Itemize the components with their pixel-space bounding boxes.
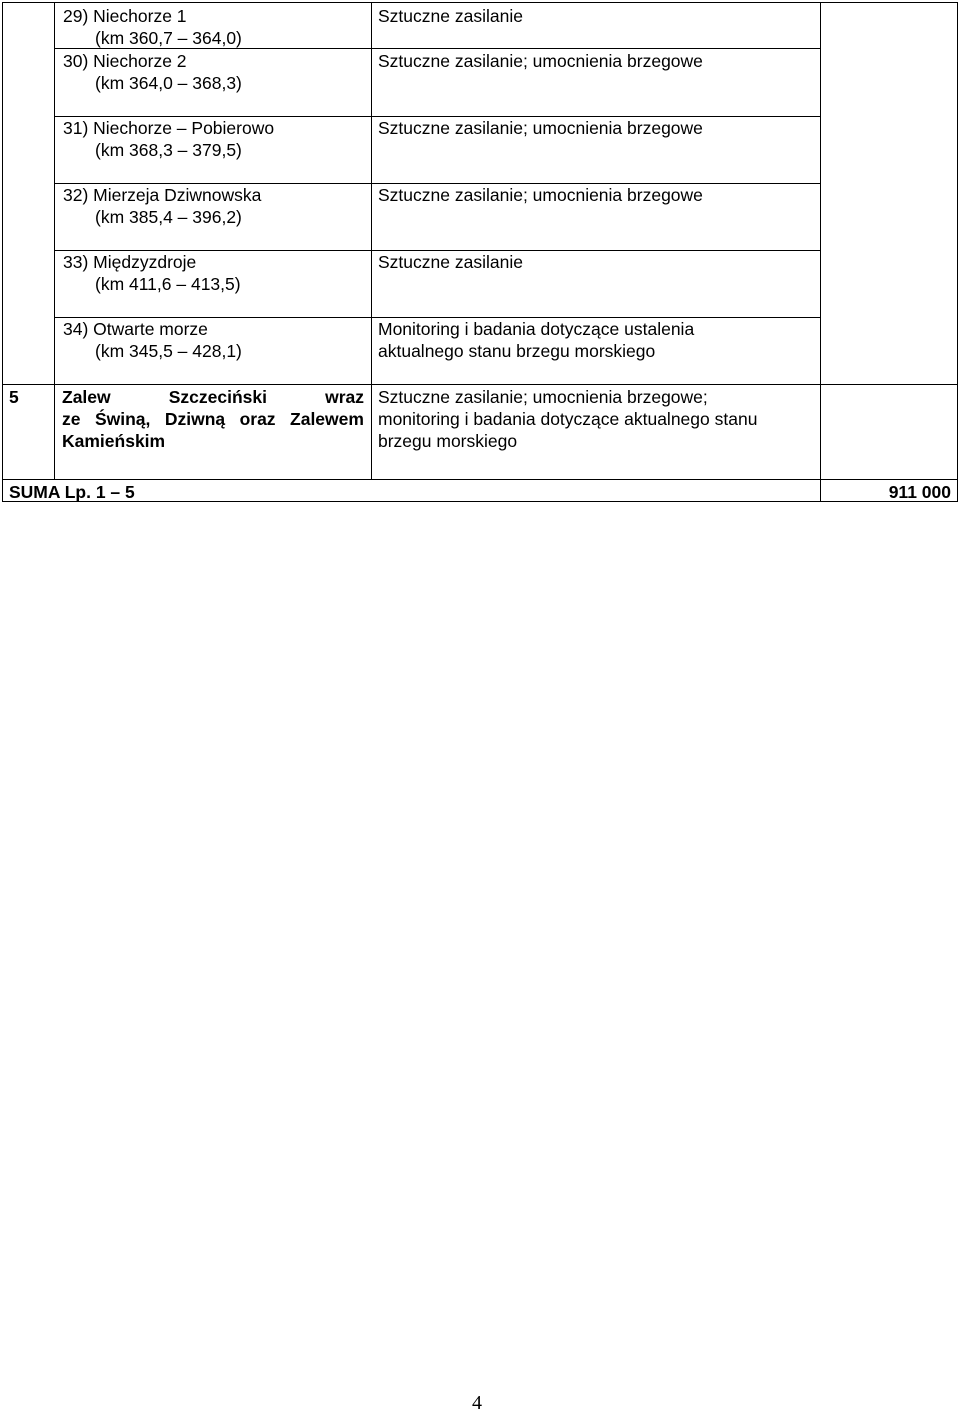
page-number: 4 (472, 1392, 482, 1414)
action-text: Sztuczne zasilanie; umocnienia brzegowe (378, 51, 703, 71)
location-name-line: Kamieńskim (62, 431, 166, 451)
location-name: 29) Niechorze 1 (63, 6, 187, 26)
sum-label: SUMA Lp. 1 – 5 (9, 482, 135, 502)
location-km: (km 368,3 – 379,5) (95, 140, 242, 160)
location-name: 34) Otwarte morze (63, 319, 208, 339)
word: Świną, (94, 409, 151, 429)
location-name-line (62, 408, 364, 430)
row-number: 5 (9, 387, 19, 407)
word: oraz (239, 409, 276, 429)
location-km: (km 360,7 – 364,0) (95, 28, 242, 48)
word: ze (62, 409, 81, 429)
location-km: (km 411,6 – 413,5) (95, 274, 241, 294)
col-divider-lp (54, 2, 55, 479)
row-divider (2, 384, 958, 385)
word: Dziwną (164, 409, 226, 429)
location-km: (km 364,0 – 368,3) (95, 73, 242, 93)
location-name: 33) Międzyzdroje (63, 252, 197, 272)
location-name: 31) Niechorze – Pobierowo (63, 118, 275, 138)
action-text: Sztuczne zasilanie; umocnienia brzegowe (378, 185, 703, 205)
action-text: brzegu morskiego (378, 431, 518, 451)
word: Zalew (62, 387, 111, 407)
location-name: 30) Niechorze 2 (63, 51, 187, 71)
word: wraz (325, 387, 364, 407)
action-text: Sztuczne zasilanie; umocnienia brzegowe; (378, 387, 708, 407)
col-divider-name (371, 2, 372, 479)
location-name: 32) Mierzeja Dziwnowska (63, 185, 262, 205)
action-text: Sztuczne zasilanie (378, 252, 523, 272)
sum-value: 911 000 (888, 482, 951, 502)
action-text: Sztuczne zasilanie; umocnienia brzegowe (378, 118, 703, 138)
location-km: (km 345,5 – 428,1) (95, 341, 242, 361)
action-text: monitoring i badania dotyczące aktualnego stanu (378, 409, 758, 429)
action-text: Sztuczne zasilanie (378, 6, 523, 26)
row-divider (2, 479, 958, 480)
location-km: (km 385,4 – 396,2) (95, 207, 242, 227)
action-text: Monitoring i badania dotyczące ustalenia (378, 319, 695, 339)
word: Zalewem (290, 409, 364, 429)
action-text: aktualnego stanu brzegu morskiego (378, 341, 656, 361)
col-divider-action (820, 2, 821, 502)
location-name-line (62, 386, 364, 408)
word: Szczeciński (168, 387, 267, 407)
